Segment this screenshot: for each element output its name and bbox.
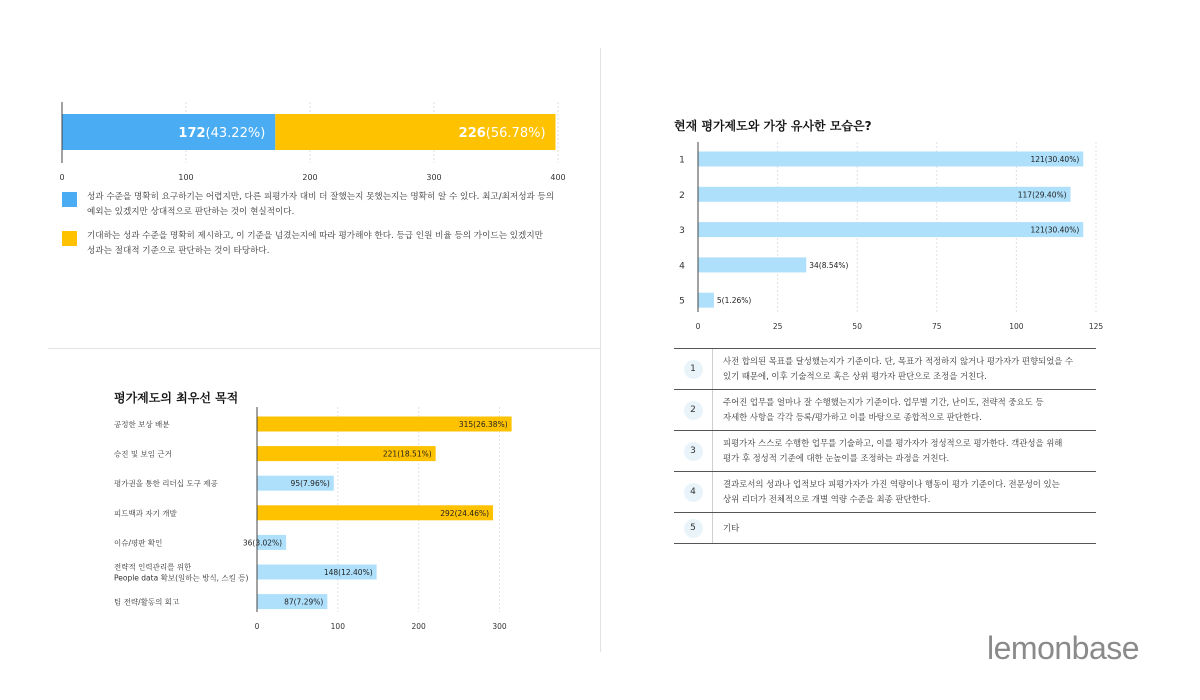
x-tick-label: 200	[411, 622, 426, 631]
x-tick-label: 100	[1009, 322, 1024, 331]
legend-swatch-blue	[62, 192, 77, 207]
bar	[698, 222, 1083, 237]
horizontal-divider	[48, 348, 600, 349]
x-tick-label: 0	[254, 622, 260, 631]
x-tick-label: 50	[852, 322, 862, 331]
option-number: 4	[684, 483, 703, 502]
bar-value-label: 121(30.40%)	[1030, 225, 1080, 235]
options-table	[674, 348, 1096, 544]
bar-value-percent: (56.78%)	[485, 126, 546, 141]
option-number-cell	[674, 483, 712, 502]
bar	[698, 257, 806, 272]
legend-swatch-yellow	[62, 231, 77, 246]
category-label: 3	[679, 226, 685, 237]
category-label: People data 확보(일하는 방식, 스킬 등)	[114, 573, 249, 583]
option-text: 주어진 업무를 얼마나 잘 수행했는지가 기준이다. 업무별 기간, 난이도, 전략적 중요도 등 자세한 사항을 각각 등록/평가하고 이를 바탕으로 종합적으로 판단한다.	[712, 390, 1096, 430]
bar-value-label: 292(24.46%)	[440, 508, 490, 518]
legend-item-relative	[62, 190, 562, 220]
x-tick-label: 400	[550, 173, 566, 182]
legend-text-absolute: 기대하는 성과 수준을 명확히 제시하고, 이 기준을 넘겼는지에 따라 평가해야 한다. 등급 인원 비율 등의 가이드는 있겠지만 성과는 절대적 기준으로 판단하는 것이 타당하다.	[87, 231, 543, 256]
bar-value-label-1	[178, 126, 265, 141]
option-row	[674, 431, 1096, 472]
bar-value-count: 226	[458, 126, 486, 141]
category-label: 2	[679, 190, 685, 201]
category-label: 5	[679, 296, 685, 307]
option-number-cell	[674, 401, 712, 420]
option-number-cell	[674, 360, 712, 379]
option-number: 2	[684, 401, 703, 420]
option-number-cell	[674, 442, 712, 461]
x-tick-label: 100	[178, 173, 194, 182]
x-tick-label: 200	[302, 173, 318, 182]
bar-value-label: 5(1.26%)	[716, 296, 752, 306]
x-tick-label: 300	[492, 622, 507, 631]
option-row	[674, 472, 1096, 513]
option-number: 1	[684, 360, 703, 379]
x-tick-label: 125	[1088, 322, 1104, 331]
category-label: 4	[679, 261, 685, 272]
bar	[698, 152, 1083, 167]
option-number: 5	[684, 519, 703, 538]
category-label: 이슈/평판 확인	[114, 538, 163, 548]
bar-value-label: 34(8.54%)	[809, 260, 849, 270]
option-number: 3	[684, 442, 703, 461]
x-tick-label: 0	[695, 322, 701, 331]
option-row	[674, 390, 1096, 431]
bar	[698, 293, 714, 308]
category-label: 승진 및 보임 근거	[114, 449, 172, 459]
bar-value-label: 87(7.29%)	[284, 597, 324, 607]
option-number-cell	[674, 519, 712, 538]
category-label: 팀 전략/활동의 회고	[114, 597, 180, 607]
stacked-bar-chart	[0, 0, 600, 190]
bar-value-percent: (43.22%)	[205, 126, 266, 141]
legend-text-relative: 성과 수준을 명확히 요구하기는 어렵지만, 다른 피평가자 대비 더 잘했는지 못했는지는 명확히 알 수 있다. 최고/최저성과 등의 예외는 있겠지만 상대적으로 판단하는 것이 현실적이다.	[87, 192, 555, 217]
category-label: 1	[679, 155, 685, 166]
lemonbase-logo: lemonbase	[987, 630, 1140, 666]
option-row	[674, 349, 1096, 390]
vertical-divider	[600, 48, 601, 652]
category-label: 전략적 인력관리를 위한	[114, 562, 192, 572]
bar	[698, 187, 1071, 202]
bar-value-label-2	[459, 126, 546, 141]
x-tick-label: 0	[59, 173, 65, 182]
bar-value-label: 121(30.40%)	[1030, 155, 1080, 164]
option-row	[674, 513, 1096, 544]
bar-value-label: 221(18.51%)	[382, 449, 432, 459]
category-label: 평가권을 통한 리더십 도구 제공	[114, 479, 218, 489]
chart-title-priority-purpose: 평가제도의 최우선 목적	[114, 391, 239, 405]
x-tick-label: 25	[772, 322, 783, 331]
bar-value-label: 148(12.40%)	[323, 568, 373, 577]
option-text: 사전 합의된 목표를 달성했는지가 기준이다. 단, 목표가 적정하지 않거나 평가자가 편향되었을 수 있기 때문에, 이후 기술적으로 혹은 상위 평가자 판단으로 조정을 거친다.	[712, 349, 1096, 389]
x-tick-label: 100	[330, 622, 345, 631]
bar-value-label: 315(26.38%)	[458, 420, 508, 429]
priority-purpose-bar-chart	[100, 405, 580, 635]
option-text: 피평가자 스스로 수행한 업무를 기술하고, 이를 평가자가 정성적으로 평가한다. 객관성을 위해 평가 후 정성적 기준에 대한 눈높이를 조정하는 과정을 거친다.	[712, 431, 1096, 471]
category-label: 공정한 보상 배분	[114, 420, 170, 429]
option-text: 기타	[712, 513, 1096, 543]
x-tick-label: 300	[426, 173, 442, 182]
bar-value-label: 117(29.40%)	[1017, 190, 1067, 200]
legend-item-absolute	[62, 229, 562, 259]
option-text: 결과로서의 성과나 업적보다 피평가자가 가진 역량이나 행동이 평가 기준이다. 전문성이 있는 상위 리더가 전체적으로 개별 역량 수준을 최종 판단한다.	[712, 472, 1096, 512]
similar-system-bar-chart	[660, 140, 1110, 340]
x-tick-label: 75	[932, 322, 942, 331]
bar-value-label: 95(7.96%)	[290, 479, 330, 489]
bar-value-label: 36(3.02%)	[242, 538, 283, 548]
category-label: 피드백과 자기 개발	[114, 508, 177, 518]
bar-value-count: 172	[178, 126, 206, 141]
chart-title-similar-system: 현재 평가제도와 가장 유사한 모습은?	[674, 119, 872, 133]
